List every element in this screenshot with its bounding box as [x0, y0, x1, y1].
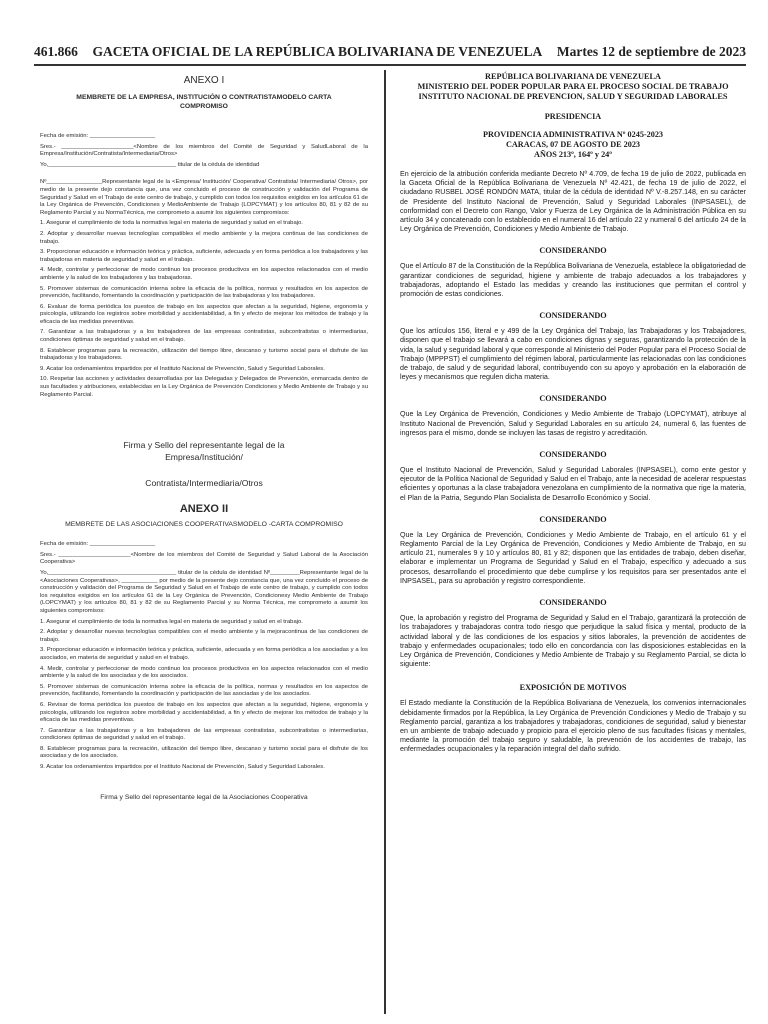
considerando-heading-1: CONSIDERANDO [539, 246, 607, 256]
annex1-signature-line-1: Firma y Sello del representante legal de la [123, 440, 285, 451]
annex2-item-8: 8. Establecer programas para la recreación, utilización del tiempo libre, descanso y turismo social para el disfrute de los asociadas y de los asociados. [40, 745, 368, 760]
header-rule [34, 64, 746, 66]
annex2-signature: Firma y Sello del representante legal de la Asociaciones Cooperativa [100, 793, 308, 801]
annex2-statement: Yo,_______________________________________ titular de la cédula de identidad Nº_________Representante legal de la <Asociaciones Cooperativas>, ___________ por medio de la presente dejo constancia que, una vez concluido el proceso de construcción y validación del Programa de Seguridad y Salud en el Trabajo de este centro de trabajo, y cumplido con todos los requisitos exigidos en los artículos 61 de la Ley Orgánica de Prevención, Condicionesy Medio Ambiente de Trabajo (LOPCYMAT) y los artículos 80, 81 y 82 de su Reglamento Parcial y su Norma Técnica, me comprometo a asumir los siguientes compromisos: [40, 570, 368, 614]
annex1-signature-line-3: Contratista/Intermediaria/Otros [145, 478, 263, 489]
annex1-signature-line-2: Empresa/Institución/ [165, 452, 243, 463]
annex2-item-1: 1. Asegurar el cumplimiento de toda la normativa legal en materia de seguridad y salud en el trabajo. [40, 618, 303, 625]
annex2-item-4: 4. Medir, controlar y perfeccionar de modo continuo los procesos productivos en los aspectos relacionados con el medio ambiente y la salud de los asociadas y de los asociados. [40, 665, 368, 680]
providencia-place-date: CARACAS, 07 DE AGOSTO DE 2023 [505, 140, 641, 149]
annex2-item-7: 7. Garantizar a las trabajadoras y a los trabajadores de las empresas contratistas, subcontratistas o intermediarias, condiciones óptimas de seguridad y salud en el trabajo. [40, 727, 368, 742]
annex1-date: Fecha de emisión: ____________________ [40, 133, 156, 139]
right-column [400, 70, 746, 1014]
annex1-item-9: 9. Acatar los ordenamientos impartidos por el Instituto Nacional de Prevención, Salud y Seguridad Laborales. [40, 365, 325, 372]
header-republic: REPÚBLICA BOLIVARIANA DE VENEZUELA [484, 72, 662, 81]
header-institute: INSTITUTO NACIONAL DE PREVENCION, SALUD Y SEGURIDAD LABORALES [418, 92, 728, 101]
considerando-paragraph-3: Que la Ley Orgánica de Prevención, Condiciones y Medio Ambiente de Trabajo (LOPCYMAT), atribuye al Instituto Nacional de Prevención, Salud y Seguridad Laborales en su artículo 24, numeral 6, las fuentes de ingresos para el mismo, donde se incluyen las tasas de registro y acreditación. [400, 410, 746, 437]
providencia-years: AÑOS 213º, 164º y 24º [534, 150, 612, 159]
considerando-paragraph-1: Que el Artículo 87 de la Constitución de la República Bolivariana de Venezuela, establece la obligatoriedad de garantizar condiciones de seguridad, higiene y ambiente de trabajo adecuados a los trabajadores y trabajadoras, adoptando el Estado las medidas y creando las instituciones que permitan el control y promoción de estas condiciones. [400, 262, 746, 299]
considerando-paragraph-4: Que el Instituto Nacional de Prevención, Salud y Seguridad Laborales (INPSASEL), como ente gestor y ejecutor de la Política Nacional de Seguridad y Salud en el Trabajo, ante la necesidad de acelerar respuestas eficientes y oportunas a la clase trabajadora venezolana en cumplimiento de la normativa que rige la materia, el Plan de la Patria, Segundo Plan Socialista de Desarrollo Económico y Social. [400, 466, 746, 502]
presidencia-heading: PRESIDENCIA [544, 112, 602, 121]
annex1-item-7: 7. Garantizar a las trabajadoras y a los trabajadores de las empresas contratistas, subcontratistas o intermediarias, condiciones óptimas de seguridad y salud en el trabajo. [40, 329, 368, 344]
annex2-subtitle: MEMBRETE DE LAS ASOCIACIONES COOPERATIVASMODELO -CARTA COMPROMISO [65, 521, 343, 529]
page-number: 461.866 [34, 44, 78, 59]
intro-paragraph: En ejercicio de la atribución conferida mediante Decreto Nº 4.709, de fecha 19 de julio de 2022, publicada en la Gaceta Oficial de la República Bolivariana de Venezuela Nº 42.421, de fecha 19 de julio de 2022, el ciudadano RUSBEL JOSÉ RONDÓN MATA, titular de la cédula de identidad Nº V.-8.257.148, en su carácter de Presidente del Instituto Nacional de Prevención, Salud y Seguridad Laborales (INPSASEL), de conformidad con el Decreto con Rango, Valor y Fuerza de Ley Orgánica de la Administración Pública en su artículo 34 y concatenado con lo establecido en el numeral 16 del artículo 22 y numeral 6 del artículo 24 de la Ley Orgánica de Prevención, Condiciones y Medio Ambiente de Trabajo. [400, 170, 746, 234]
annex1-item-1: 1. Asegurar el cumplimiento de toda la normativa legal en materia de seguridad y salud en el trabajo. [40, 220, 303, 227]
considerando-paragraph-5: Que la Ley Orgánica de Prevención, Condiciones y Medio Ambiente de Trabajo, en el artículo 61 y el Reglamento Parcial de la Ley Orgánica de Prevención, Condiciones y Medio Ambiente de Trabajo, en su artículo 21, numerales 9 y 10 y artículos 80, 81 y 82; disponen que las entidades de trabajo, deben diseñar, elaborar e implementar un Programa de Seguridad y Salud en el Trabajo, específico y adecuado a sus procesos, desarrollando el procedimiento que debe cumplirse y los requisitos para ser presentados ante el INPSASEL, para su aprobación y registro correspondiente. [400, 530, 746, 585]
considerando-heading-5: CONSIDERANDO [539, 514, 607, 524]
column-divider [384, 70, 386, 1014]
considerando-paragraph-2: Que los artículos 156, literal e y 499 de la Ley Orgánica del Trabajo, las Trabajadoras y los Trabajadores, disponen que el trabajo se llevará a cabo en condiciones dignas y seguras, garantizando la protección de la vida, la salud y seguridad laboral y que corresponde al Ministerio del Poder Popular para el Proceso Social de Trabajo (MPPPST) el cumplimiento del régimen laboral, particularmente las relacionadas con las condiciones de trabajo, de salud y de seguridad laboral, contribuyendo con su apoyo y aprobación en la elaboración de leyes y mecanismos que regulen dicha materia. [400, 327, 746, 382]
exposicion-paragraph: El Estado mediante la Constitución de la República Bolivariana de Venezuela, los convenios internacionales debidamente firmados por la República, la Ley Orgánica de Prevención Condiciones y Medio de Trabajo y su Reglamento parcial, garantiza a los trabajadores y trabajadoras, condiciones de seguridad, salud y bienestar en un ambiente de trabajo adecuado y propicio para el ejercicio pleno de sus facultades físicas y mentales, mediante la promoción del trabajo seguro y saludable, la prevención de los accidentes de trabajo, las enfermedades ocupacionales y la reparación integral del daño sufrido. [400, 699, 746, 754]
annex2-item-5: 5. Promover sistemas de comunicación interna sobre la eficacia de la política, normas y resultados en los aspectos de prevención, facilitando, fomentando la coordinación y participación de las asociadas y de los asociados. [40, 683, 368, 698]
annex1-title: ANEXO I [183, 75, 225, 86]
annex2-date: Fecha de emisión: ____________________ [40, 541, 156, 548]
exposicion-heading: EXPOSICIÓN DE MOTIVOS [519, 683, 627, 693]
annex1-item-2: 2. Adoptar y desarrollar nuevas tecnologías compatibles el medio ambiente y la mejora continua de las condiciones de trabajo. [40, 230, 368, 245]
publication-date: Martes 12 de septiembre de 2023 [556, 44, 746, 59]
publication-title: GACETA OFICIAL DE LA REPÚBLICA BOLIVARIANA DE VENEZUELA [92, 44, 543, 59]
annex1-subtitle: MEMBRETE DE LA EMPRESA, INSTITUCIÓN O CONTRATISTAMODELO CARTA COMPROMISO [76, 94, 332, 110]
annex1-item-5: 5. Promover sistemas de comunicación interna sobre la eficacia de la política, normas y resultados en los aspectos de prevención, facilitando, fomentando la coordinación y participación de las trabajadoras y los trabajadores. [40, 285, 368, 300]
considerando-paragraph-6: Que, la aprobación y registro del Programa de Seguridad y Salud en el Trabajo, garantizará la protección de los trabajadores y trabajadoras contra todo riesgo que perjudique la salud física y mental, producto de la actividad laboral y de las condiciones de los espacios y sitios laborales, la prevención de accidentes de trabajo y enfermedades ocupacionales; todo ello en concordancia con las disposiciones establecidas en la Ley Orgánica de Prevención, Condiciones y Medio Ambiente de Trabajo y su Reglamento Parcial, se dicta lo siguiente: [400, 614, 746, 669]
annex2-recipients: Sres.- ______________________<Nombre de los miembros del Comité de Seguridad y Salud Laboral de la Asociación Cooperativa> [40, 551, 368, 566]
considerando-heading-4: CONSIDERANDO [539, 450, 607, 460]
annex2-item-3: 3. Proporcionar educación e información teórica y práctica, suficiente, adecuada y en forma periódica a los asociadas y a los asociados, en materia de seguridad y salud en el trabajo. [40, 647, 368, 661]
annex1-item-8: 8. Establecer programas para la recreación, utilización del tiempo libre, descanso y turismo social para el disfrute de las trabajadoras y los trabajadores. [40, 347, 368, 362]
annex1-recipients: Sres.- ______________________<Nombre de los miembros del Comité de Seguridad y SaludLaboral de la Empresa/Institución/Contratista/Intermediaria/Otros> [40, 143, 368, 158]
annex1-item-10: 10. Respetar las acciones y actividades desarrolladas por las Delegadas y Delegados de Prevención, enmarcada dentro de sus facultades y atribuciones, establecidas en la Ley Orgánica de Prevención Condiciones y Medio Ambiente de Trabajo y su Reglamento Parcial. [40, 376, 368, 398]
providencia-number: PROVIDENCIA ADMINISTRATIVA Nº 0245-2023 [482, 130, 664, 139]
annex1-statement: Nº_________________Representante legal de la <Empresa/ Institución/ Cooperativa/ Contratista/ Intermediaria/ Otros>, por medio de la presente dejo constancia que, una vez concluido el proceso de construcción y validación del Programa de Seguridad y Salud en el Trabajo de este centro de trabajo, y cumplido con todos los requisitos exigidos en los artículos 61 de la Ley Orgánica de Prevención, Condiciones y MedioAmbiente de Trabajo (LOPCYMAT) y los artículos 80, 81 y 82 de su Reglamento Parcial y su NormaTécnica, me comprometo a asumir los siguientes compromisos: [40, 179, 368, 216]
considerando-heading-2: CONSIDERANDO [539, 311, 607, 321]
considerando-heading-3: CONSIDERANDO [539, 394, 607, 404]
considerando-heading-6: CONSIDERANDO [539, 598, 607, 608]
annex1-item-6: 6. Evaluar de forma periódica los puestos de trabajo en los aspectos que afectan a la seguridad, higiene, ergonomía y psicología, utilizando los registros sobre morbilidad y accidentabilidad, a fin y efecto de mejorar los métodos de trabajo y la eficacia de las medidas preventivas. [40, 303, 368, 325]
annex2-item-9: 9. Acatar los ordenamientos impartidos por el Instituto Nacional de Prevención, Salud y Seguridad Laborales. [40, 764, 325, 771]
annex1-item-3: 3. Proporcionar educación e información teórica y práctica, suficiente, adecuada y en forma periódica a los trabajadores y las trabajadoras en materia de seguridad y salud en el trabajo. [40, 249, 368, 263]
annex2-item-6: 6. Revisar de forma periódica los puestos de trabajo en los aspectos que afectan a la seguridad, higiene, ergonomía y psicología, utilizando los registros sobre morbilidad y accidentabilidad, a fin y efecto de mejorar los métodos de trabajo y la eficacia de las medidas preventivas. [40, 701, 368, 724]
left-column [40, 70, 368, 1014]
page-header [34, 44, 746, 64]
annex1-identity: Yo,_______________________________________ titular de la cédula de identidad [40, 161, 260, 168]
header-ministry: MINISTERIO DEL PODER POPULAR PARA EL PROCESO SOCIAL DE TRABAJO [417, 82, 729, 91]
annex2-title: ANEXO II [179, 503, 229, 516]
annex1-item-4: 4. Medir, controlar y perfeccionar de modo continuo los procesos productivos en los aspectos relacionados con el medio ambiente y la salud de los trabajadores y las trabajadoras. [40, 267, 368, 281]
annex2-item-2: 2. Adoptar y desarrollar nuevas tecnologías compatibles con el medio ambiente y la mejoracontinua de las condiciones de trabajo. [40, 629, 368, 643]
